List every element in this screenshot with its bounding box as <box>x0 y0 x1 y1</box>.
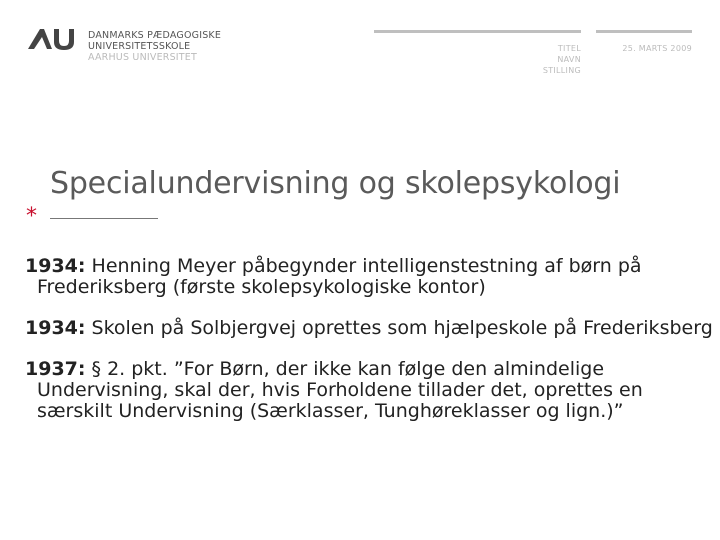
header-date: 25. MARTS 2009 <box>622 44 692 53</box>
institution-line-2: UNIVERSITETSSKOLE <box>88 41 191 52</box>
title-underline <box>50 218 158 219</box>
meta-position: STILLING <box>542 66 581 75</box>
paragraph-year: 1934: <box>25 255 86 277</box>
au-logo-icon <box>26 25 76 51</box>
header-bar-left <box>374 30 581 33</box>
paragraph-text: Skolen på Solbjergvej oprettes som hjælpeskole på Frederiksberg <box>91 317 713 339</box>
meta-name: NAVN <box>557 55 581 64</box>
slide-title: Specialundervisning og skolepsykologi <box>50 166 621 201</box>
meta-fields <box>528 43 581 76</box>
slide-body <box>25 256 715 442</box>
institution-line-3: AARHUS UNIVERSITET <box>88 52 198 63</box>
meta-title: TITEL <box>557 44 581 53</box>
institution-line-1: DANMARKS PÆDAGOGISKE <box>88 30 222 41</box>
paragraph-text: Henning Meyer påbegynder intelligenstestning af børn på Frederiksberg (første skolepsykologiske kontor) <box>37 255 642 298</box>
paragraph-1 <box>25 256 715 298</box>
institution-name <box>88 30 221 63</box>
asterisk-icon: * <box>26 204 37 229</box>
paragraph-text: § 2. pkt. ”For Børn, der ikke kan følge den almindelige Undervisning, skal der, hvis Forholdene tillader det, oprettes en særskilt Undervisning (Særklasser, Tunghøreklasser og lign.)” <box>37 358 643 422</box>
paragraph-year: 1937: <box>25 358 86 380</box>
paragraph-3 <box>25 359 715 422</box>
paragraph-2 <box>25 318 715 339</box>
paragraph-year: 1934: <box>25 317 86 339</box>
header-bar-right <box>596 30 692 33</box>
